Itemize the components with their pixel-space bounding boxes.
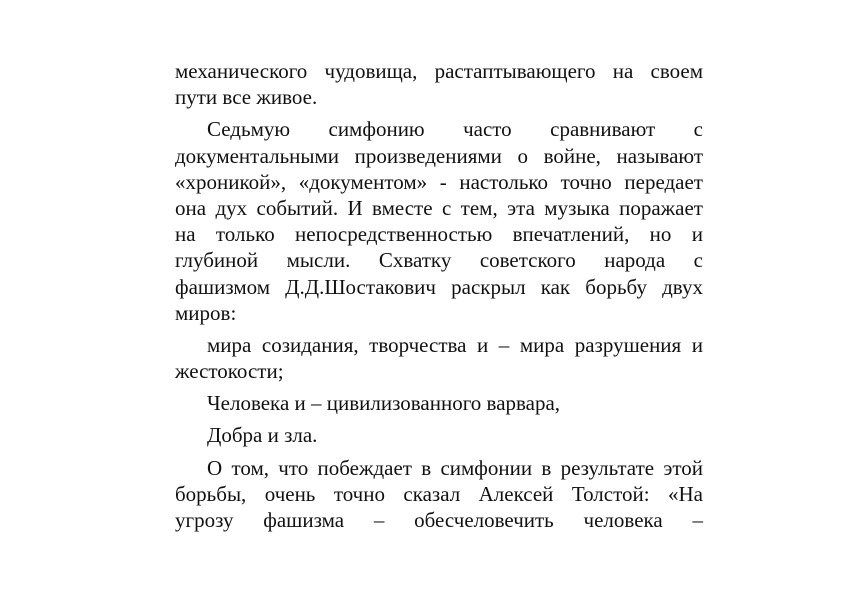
paragraph-line: мира созидания, творчества и – мира разрушения и (207, 332, 703, 357)
paragraph-line: пути все живое. (175, 85, 318, 110)
paragraph-line: борьбы, очень точно сказал Алексей Толстой: «На (175, 481, 703, 506)
paragraph-4 (175, 390, 703, 416)
paragraph-line: на только непосредственностью впечатлений, но и (175, 222, 703, 247)
paragraph-line: она дух событий. И вместе с тем, эта музыка поражает (175, 195, 703, 220)
paragraph-line: жестокости; (175, 359, 284, 384)
paragraph-1 (175, 58, 703, 110)
paragraph-line: Седьмую симфонию часто сравнивают с (207, 117, 703, 142)
paragraph-2 (175, 116, 703, 326)
paragraph-line: документальными произведениями о войне, называют (175, 143, 703, 168)
paragraph-3 (175, 332, 703, 384)
paragraph-line: О том, что побеждает в симфонии в результате этой (207, 455, 703, 480)
paragraph-5 (175, 422, 703, 448)
paragraph-line: глубиной мысли. Схватку советского народа с (175, 248, 703, 273)
paragraph-line: Добра и зла. (207, 423, 318, 448)
paragraph-line: Человека и – цивилизованного варвара, (207, 391, 561, 416)
paragraph-line: «хроникой», «документом» - настолько точно передает (175, 169, 703, 194)
paragraph-line: механического чудовища, растаптывающего на своем (175, 59, 703, 83)
paragraph-6 (175, 455, 703, 534)
paragraph-line: миров: (175, 300, 237, 325)
text-column (175, 58, 703, 533)
paragraph-line: угрозу фашизма – обесчеловечить человека – (175, 508, 703, 532)
paragraph-line: фашизмом Д.Д.Шостакович раскрыл как борьбу двух (175, 274, 703, 299)
